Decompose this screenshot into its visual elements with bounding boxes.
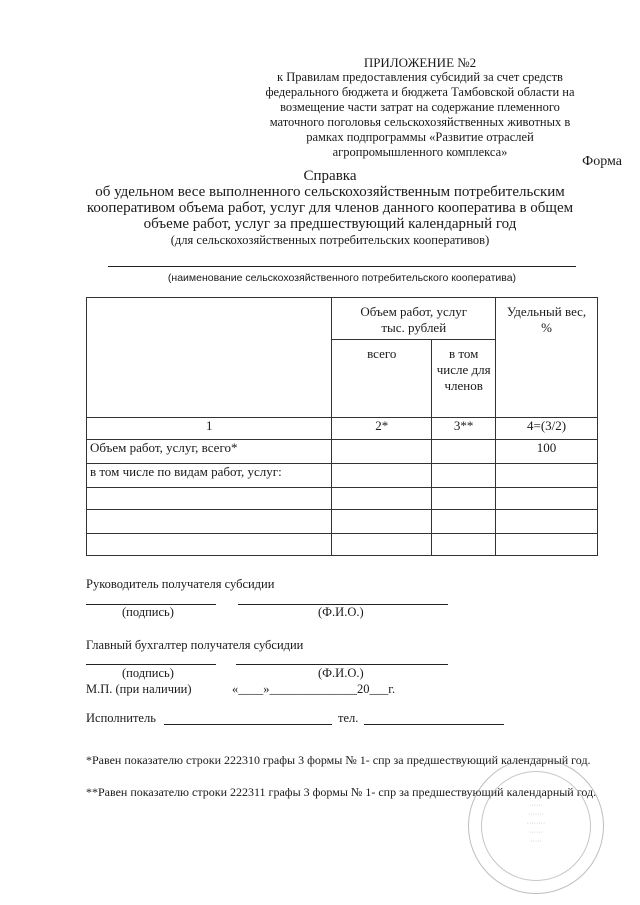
- title-line: объеме работ, услуг за предшествующий календарный год: [143, 216, 517, 232]
- org-name-caption: (наименование сельскохозяйственного потребительского кооператива): [167, 272, 517, 284]
- table-row: [87, 464, 598, 488]
- col-number: 4=(3/2): [496, 418, 598, 440]
- table-row: [87, 510, 598, 534]
- annex-line: маточного поголовья сельскохозяйственных животных в: [269, 115, 571, 129]
- executor-label: Исполнитель: [86, 711, 156, 725]
- head-label: Руководитель получателя субсидии: [86, 577, 275, 591]
- column-numbers-row: [87, 418, 598, 440]
- header-share: [496, 298, 598, 418]
- table-cell[interactable]: [332, 464, 432, 488]
- accountant-label: Главный бухгалтер получателя субсидии: [86, 638, 304, 652]
- col-number: 3**: [432, 418, 496, 440]
- footnote-1: *Равен показателю строки 222310 графы 3 формы № 1- спр за предшествующий календарный год.: [86, 753, 591, 767]
- stamp-place-label: М.П. (при наличии): [86, 682, 192, 696]
- table-cell[interactable]: [332, 534, 432, 556]
- name-caption: (Ф.И.О.): [318, 605, 364, 619]
- form-label: Форма: [582, 154, 622, 169]
- title-subline: (для сельскохозяйственных потребительских кооперативов): [170, 233, 490, 247]
- sign-caption: (подпись): [122, 605, 174, 619]
- col-number: 1: [87, 418, 332, 440]
- header-share-unit: %: [541, 320, 552, 335]
- org-name-field[interactable]: [108, 266, 576, 267]
- cell-total-share: 100: [496, 440, 598, 464]
- table-header-empty: [87, 298, 332, 418]
- sign-caption: (подпись): [122, 666, 174, 680]
- table-cell[interactable]: [496, 534, 598, 556]
- annex-line: к Правилам предоставления субсидий за счет средств: [277, 70, 563, 84]
- stamp-lettering: ······ ······· ········ ······ ·····: [526, 802, 546, 845]
- annex-line: агропромышленного комплекса»: [332, 145, 508, 159]
- annex-line: рамках подпрограммы «Развитие отраслей: [306, 130, 534, 144]
- phone-label: тел.: [338, 711, 359, 725]
- annex-line: возмещение части затрат на содержание племенного: [280, 100, 560, 114]
- table-cell[interactable]: [496, 488, 598, 510]
- table-cell[interactable]: [87, 534, 332, 556]
- header-volume: [332, 298, 496, 340]
- cell-total-all[interactable]: [332, 440, 432, 464]
- annex-block: [240, 55, 600, 160]
- table-cell[interactable]: [432, 464, 496, 488]
- title-line: Справка: [303, 168, 357, 184]
- header-share-label: Удельный вес,: [506, 304, 587, 319]
- title-line: кооперативом объема работ, услуг для членов данного кооператива в общем: [86, 200, 574, 216]
- row-label-types: в том числе по видам работ, услуг:: [87, 464, 332, 488]
- table-row: [87, 440, 598, 464]
- row-label-total: Объем работ, услуг, всего*: [87, 440, 332, 464]
- table-cell[interactable]: [332, 510, 432, 534]
- accountant-signature-field[interactable]: [86, 664, 216, 665]
- document-title: [60, 168, 600, 248]
- faded-stamp: [468, 758, 604, 894]
- col-number: 2*: [332, 418, 432, 440]
- header-volume-label: Объем работ, услуг: [360, 304, 468, 319]
- name-caption: (Ф.И.О.): [318, 666, 364, 680]
- date-field[interactable]: «____»______________20___г.: [232, 682, 396, 696]
- table-cell[interactable]: [87, 488, 332, 510]
- table-cell[interactable]: [87, 510, 332, 534]
- annex-heading: ПРИЛОЖЕНИЕ №2: [363, 55, 477, 70]
- table-cell[interactable]: [432, 534, 496, 556]
- header-members: в том числе для членов: [432, 340, 496, 418]
- table-cell[interactable]: [432, 510, 496, 534]
- table-cell[interactable]: [496, 510, 598, 534]
- table-cell[interactable]: [332, 488, 432, 510]
- table-cell[interactable]: [432, 488, 496, 510]
- phone-field[interactable]: [364, 724, 504, 725]
- footnote-2: **Равен показателю строки 222311 графы 3 формы № 1- спр за предшествующий календарный год.: [86, 785, 597, 799]
- table-row: [87, 534, 598, 556]
- table-cell[interactable]: [496, 464, 598, 488]
- table-row: [87, 488, 598, 510]
- accountant-name-field[interactable]: [236, 664, 448, 665]
- header-volume-unit: тыс. рублей: [381, 320, 447, 335]
- header-total: всего: [332, 340, 432, 418]
- cell-total-members[interactable]: [432, 440, 496, 464]
- data-table: [86, 297, 598, 556]
- annex-line: федерального бюджета и бюджета Тамбовской области на: [265, 85, 575, 99]
- executor-field[interactable]: [164, 724, 332, 725]
- title-line: об удельном весе выполненного сельскохозяйственным потребительским: [95, 184, 565, 200]
